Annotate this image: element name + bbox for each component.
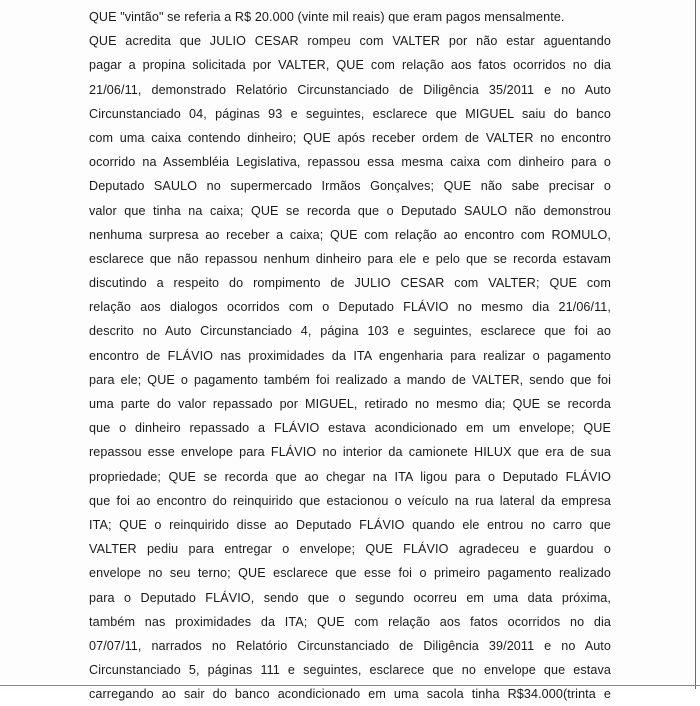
text-line: esclarece que não repassou nenhum dinheiro para ele e pelo que se recorda estavam (89, 251, 611, 266)
text-line: repassou esse envelope para FLÁVIO no interior da camionete HILUX que era de sua (89, 445, 611, 460)
scan-edge-bottom (0, 685, 700, 686)
text-line: VALTER pediu para entregar o envelope; QUE FLÁVIO agradeceu e guardou o (89, 542, 611, 557)
text-line: uma parte do valor repassado por MIGUEL, retirado no mesmo dia; QUE se recorda (89, 397, 611, 411)
testimony-text (89, 5, 611, 706)
text-line: pagar a propina solicitada por VALTER, QUE com relação aos fatos ocorridos no dia (89, 58, 611, 73)
scan-edge-right (695, 0, 696, 689)
text-line: Deputado SAULO no supermercado Irmãos Gonçalves; QUE não sabe precisar o (89, 179, 611, 194)
text-line: propriedade; QUE se recorda que ao chegar na ITA ligou para o Deputado FLÁVIO (89, 469, 611, 484)
text-line: encontro de FLÁVIO nas proximidades da ITA engenharia para realizar o pagamento (89, 348, 611, 363)
text-line: discutindo a respeito do rompimento de JULIO CESAR com VALTER; QUE com (89, 276, 611, 291)
text-line: valor que tinha na caixa; QUE se recorda que o Deputado SAULO não demonstrou (89, 203, 611, 218)
text-line: QUE "vintão" se referia a R$ 20.000 (vinte mil reais) que eram pagos mensalmente. (89, 10, 565, 24)
text-line: ocorrido na Assembléia Legislativa, repassou essa mesma caixa com dinheiro para o (89, 155, 611, 170)
text-line: relação aos dialogos ocorridos com o Deputado FLÁVIO no mesmo dia 21/06/11, (89, 300, 611, 315)
text-line: QUE acredita que JULIO CESAR rompeu com VALTER por não estar aguentando (89, 34, 611, 49)
text-line: Circunstanciado 04, páginas 93 e seguintes, esclarece que MIGUEL saiu do banco (89, 106, 611, 121)
text-line: nenhuma surpresa ao receber a caixa; QUE com relação ao encontro com ROMULO, (89, 227, 611, 242)
text-line: para ele; QUE o pagamento também foi realizado a mando de VALTER, sendo que foi (89, 372, 611, 387)
text-line: que o dinheiro repassado a FLÁVIO estava acondicionado em um envelope; QUE (89, 421, 611, 436)
text-line: com uma caixa contendo dinheiro; QUE após receber ordem de VALTER no encontro (89, 130, 611, 145)
text-line: para o Deputado FLÁVIO, sendo que o segundo ocorreu em uma data próxima, (89, 590, 611, 605)
text-line: também nas proximidades da ITA; QUE com relação aos fatos ocorridos no dia (89, 614, 611, 629)
text-line: 07/07/11, narrados no Relatório Circunstanciado de Diligência 39/2011 e no Auto (89, 638, 611, 653)
text-line: que foi ao encontro do reinquirido que estacionou o veículo na rua lateral da empresa (89, 493, 611, 508)
text-line: descrito no Auto Circunstanciado 4, página 103 e seguintes, esclarece que foi ao (89, 324, 611, 339)
text-line: ITA; QUE o reinquirido disse ao Deputado FLÁVIO quando ele entrou no carro que (89, 517, 611, 532)
text-line: envelope no seu terno; QUE esclarece que esse foi o primeiro pagamento realizado (89, 566, 611, 581)
text-line: carregando ao sair do banco acondicionado em uma sacola tinha R$34.000(trinta e (89, 687, 611, 702)
text-line: Circunstanciado 5, páginas 111 e seguintes, esclarece que no envelope que estava (89, 663, 611, 678)
text-line: 21/06/11, demonstrado Relatório Circunstanciado de Diligência 35/2011 e no Auto (89, 82, 611, 97)
